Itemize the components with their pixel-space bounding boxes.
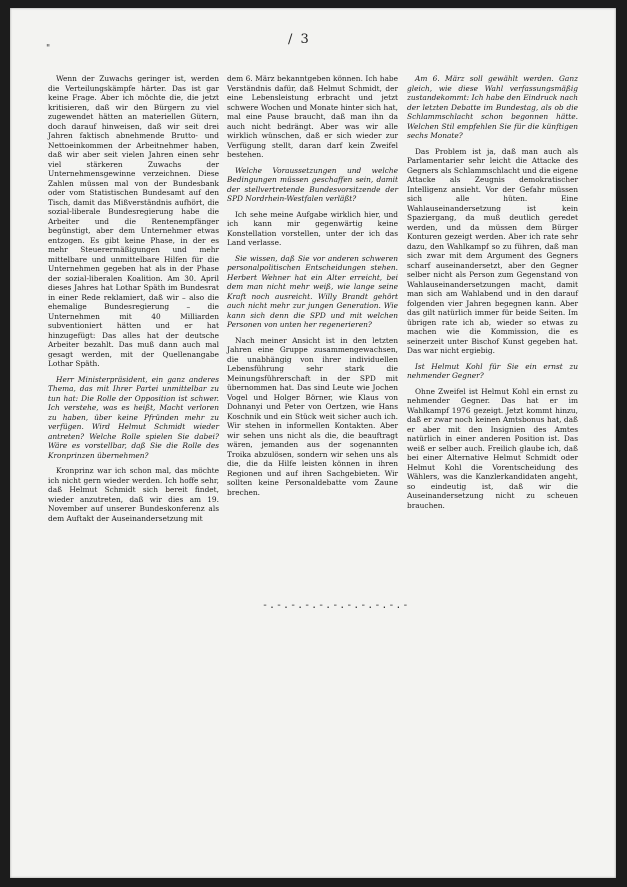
- paragraph: Das Problem ist ja, daß man auch als Parlamentarier sehr leicht die Attacke des Gegners als Schlammschlacht und die eigene Attacke als Zeugnis demokratischer Intelligenz ansieht. Vor der Gefahr müssen sich alle hüten. Eine Wahlauseinandersetzung ist kein Spaziergang, da muß deutlich geredet werden, und da müssen dem Bürger Konturen gezeigt werden. Aber ich rate sehr dazu, den Wahlkampf so zu führen, daß man sich zwar mit dem Argument des Gegners scharf auseinandersetzt, aber den Gegner selber nicht als Person zum Gegenstand von Wahlauseinandersetzungen macht, damit man sich am Wahlabend und in den darauf folgenden vier Jahren begegnen kann. Aber das gilt natürlich immer für beide Seiten. Im übrigen rate ich ab, wieder so etwas zu machen wie die Kommission, die es seinerzeit unter Bischof Kunst gegeben hat. Das war nicht ergiebig.: [407, 146, 578, 355]
- paragraph: Wenn der Zuwachs geringer ist, werden die Verteilungskämpfe härter. Das ist gar keine Frage. Aber ich möchte die, die jetzt kritisieren, daß wir den Bürgern zu viel zugewendet hätten an materiellen Gütern, doch darauf hinweisen, daß wir seit drei Jahren faktisch abnehmende Brutto- und Nettoeinkommen der Arbeitnehmer haben, daß wir aber seit vielen Jahren einen sehr viel stärkeren Zuwachs der Unternehmensgewinne verzeichnen. Diese Zahlen müssen mal von der Bundesbank oder vom Statistischen Bundesamt auf den Tisch, damit das Mißverständnis aufhört, die sozial-liberale Bundesregierung habe die Arbeiter und die Rentenempfänger begünstigt, aber dem Unternehmer etwas entzogen. Es gibt keine Phase, in der es mehr Steuerermäßigungen und mehr mittelbare und unmittelbare Hilfen für die Unternehmen gegeben hat als in der Phase der sozial-liberalen Koalition. Am 30. April dieses Jahres hat Lothar Späth im Bundesrat in einer Rede reklamiert, daß wir – also die ehemalige Bundesregierung – die Unternehmen mit 40 Milliarden subventioniert hätten und er hat hinzugefügt: Das alles hat der deutsche Arbeiter bezahlt. Das muß dann auch mal gesagt werden, mit der Quellenangabe Lothar Späth.: [48, 74, 219, 368]
- paragraph: Nach meiner Ansicht ist in den letzten Jahren eine Gruppe zusammengewachsen, die unabhängig von ihrer individuellen Lebensführung sehr stark die Meinungsführerschaft in der SPD mit übernommen hat. Das sind Leute wie Jochen Vogel und Holger Börner, wie Klaus von Dohnanyi und Peter von Oertzen, wie Hans Koschnik und ein Stück weit sicher auch ich. Wir stehen in informellen Kontakten. Aber wir sehen uns nicht als die, die beauftragt wären, jemanden aus der sogenannten Troika abzulösen, sondern wir sehen uns als die, die da Hilfe leisten können in ihren Regionen und auf ihren Sachgebieten. Wir sollten keine Personaldebatte vom Zaune brechen.: [227, 335, 398, 497]
- question-paragraph: Ist Helmut Kohl für Sie ein ernst zu nehmender Gegner?: [407, 361, 578, 380]
- end-divider: -.-.-.-.-.-.-.-.-.-.-: [262, 600, 410, 611]
- page-number: / 3: [288, 32, 311, 47]
- text-column-2: [227, 74, 398, 503]
- text-column-3: [407, 74, 578, 516]
- paragraph: Ohne Zweifel ist Helmut Kohl ein ernst zu nehmender Gegner. Das hat er im Wahlkampf 1976 gezeigt. Jetzt kommt hinzu, daß er zwar noch keinen Amtsbonus hat, daß er aber mit den Insignien des Amtes natürlich in einer anderen Position ist. Das weiß er selber auch. Freilich glaube ich, daß bei einer Alternative Helmut Schmidt oder Helmut Kohl die Vorentscheidung des Wählers, was die Kanzlerkandidaten angeht, so eindeutig ist, daß wir die Auseinandersetzung nicht zu scheuen brauchen.: [407, 386, 578, 510]
- question-paragraph: Am 6. März soll gewählt werden. Ganz gleich, wie diese Wahl verfassungsmäßig zustandekommt: Ich habe den Eindruck nach der letzten Debatte im Bundestag, als ob die Schlammschlacht schon begonnen hätte. Welchen Stil empfehlen Sie für die künftigen sechs Monate?: [407, 74, 578, 140]
- paragraph: Kronprinz war ich schon mal, das möchte ich nicht gern wieder werden. Ich hoffe sehr, daß Helmut Schmidt sich bereit findet, wieder anzutreten, daß wir dies am 19. November auf unserer Bundeskonferenz als dem Auftakt der Auseinandersetzung mit: [48, 466, 219, 523]
- question-paragraph: Welche Voraussetzungen und welche Bedingungen müssen geschaffen sein, damit der stellvertretende Bundesvorsitzende der SPD Nordrhein-Westfalen verläßt?: [227, 165, 398, 203]
- paragraph: dem 6. März bekanntgeben können. Ich habe Verständnis dafür, daß Helmut Schmidt, der eine Lebensleistung erbracht und jetzt schwere Wochen und Monate hinter sich hat, mal eine Pause braucht, daß man ihn da auch nicht bedrängt. Aber was wir alle wirklich wünschen, daß er sich wieder zur Verfügung stellt, daran darf kein Zweifel bestehen.: [227, 74, 398, 159]
- question-paragraph: Herr Ministerpräsident, ein ganz anderes Thema, das mit Ihrer Partei unmittelbar zu tun hat: Die Rolle der Opposition ist schwer. Ich verstehe, was es heißt, Macht verloren zu haben, über keine Pfründen mehr zu verfügen. Wird Helmut Schmidt wieder antreten? Welche Rolle spielen Sie dabei? Wäre es vorstellbar, daß Sie die Rolle des Kronprinzen übernehmen?: [48, 374, 219, 460]
- question-paragraph: Sie wissen, daß Sie vor anderen schweren personalpolitischen Entscheidungen stehen. Herbert Wehner hat ein Alter erreicht, bei dem man nicht mehr weiß, wie lange seine Kraft noch ausreicht. Willy Brandt gehört auch nicht mehr zur jungen Generation. Wie kann sich denn die SPD und mit welchen Personen von unten her regenerieren?: [227, 253, 398, 329]
- corner-mark: ": [46, 44, 51, 54]
- paragraph: Ich sehe meine Aufgabe wirklich hier, und ich kann mir gegenwärtig keine Konstellation vorstellen, unter der ich das Land verlasse.: [227, 209, 398, 247]
- text-column-1: [48, 74, 219, 529]
- document-page: [10, 8, 616, 878]
